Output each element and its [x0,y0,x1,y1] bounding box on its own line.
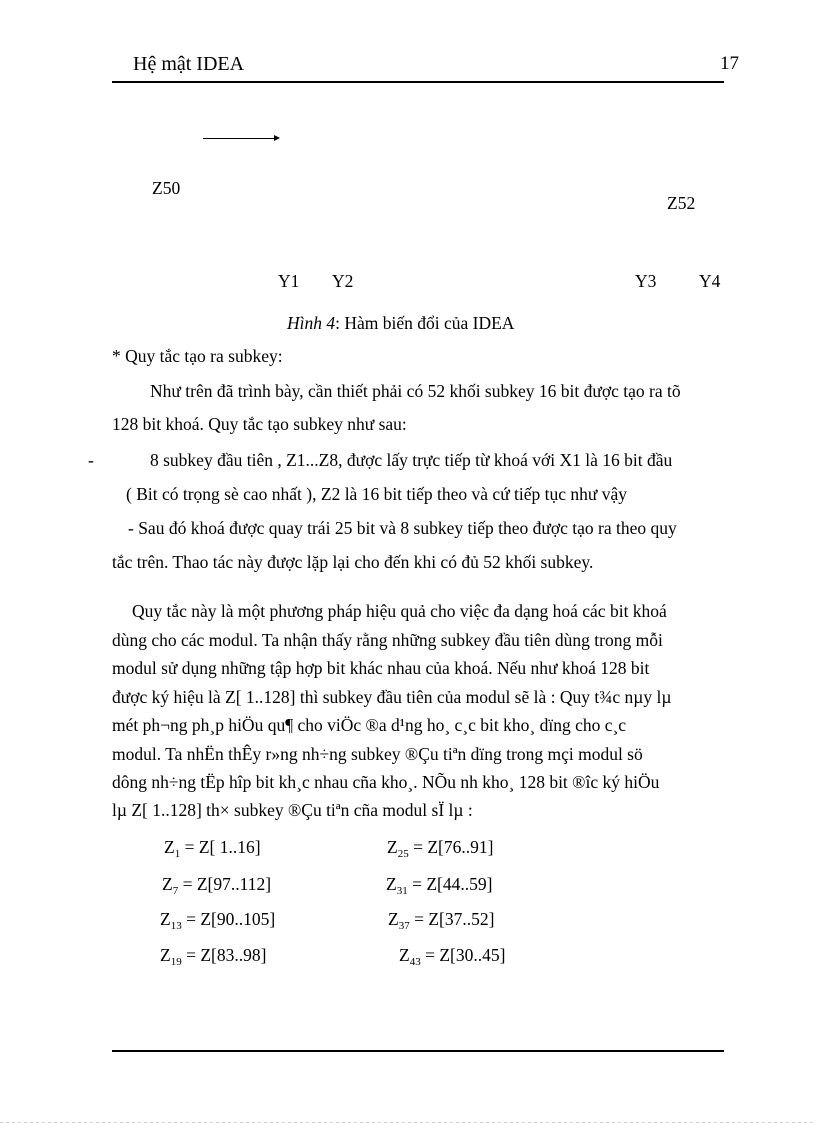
equation [160,945,266,966]
eq-rhs: = Z[44..59] [407,874,493,894]
label-y1: Y1 [278,271,300,291]
equation [164,837,261,858]
para2-line1: Quy tắc này là một phương pháp hiệu quả cho việc đa dạng hoá các bit khoá [132,601,667,621]
header-rule [112,81,724,83]
equation [160,909,275,930]
para1-line2: 128 bit khoá. Quy tắc tạo subkey như sau: [112,414,407,434]
eq-rhs: = Z[83..98] [181,945,267,965]
figure-caption [287,313,514,334]
para2-line8: lµ Z[ 1..128] th× subkey ®Çu tiªn cña modul sÏ lµ : [112,800,473,820]
eq-subscript: 37 [398,920,410,932]
eq-subscript: 19 [170,956,182,968]
eq-rhs: = Z[ 1..16] [180,837,261,857]
label-y4: Y4 [699,271,721,291]
equation [386,874,492,895]
bullet-dash: - [88,450,94,470]
caption-text: : Hàm biến đổi của IDEA [335,313,515,333]
eq-rhs: = Z[30..45] [420,945,506,965]
para2-line2: dùng cho các modul. Ta nhận thấy rằng những subkey đầu tiên dùng trong mỗi [112,630,663,650]
footer-rule [112,1050,724,1052]
eq-rhs: = Z[37..52] [409,909,495,929]
eq-subscript: 13 [170,920,182,932]
arrow-line [203,138,275,139]
label-z50: Z50 [152,178,181,198]
bullet2-line2: tắc trên. Thao tác này được lặp lại cho đến khi có đủ 52 khối subkey. [112,552,594,572]
eq-subscript: 1 [174,848,181,860]
eq-symbol: Z [387,837,398,857]
eq-subscript: 7 [172,885,179,897]
equation [387,837,493,858]
eq-symbol: Z [388,909,399,929]
eq-subscript: 43 [409,956,421,968]
eq-rhs: = Z[90..105] [181,909,276,929]
para2-line6: modul. Ta nhËn thÊy r»ng nh÷ng subkey ®Çu tiªn dïng trong mçi modul sö [112,744,643,764]
eq-symbol: Z [160,945,171,965]
eq-subscript: 31 [396,885,408,897]
para2-line7: dông nh÷ng tËp hîp bit kh¸c nhau cña kho¸. NÕu nh kho¸ 128 bit ®îc ký hiÖu [112,772,660,792]
equation [388,909,494,930]
eq-symbol: Z [386,874,397,894]
label-y2: Y2 [332,271,354,291]
bullet2-line1: - Sau đó khoá được quay trái 25 bit và 8 subkey tiếp theo được tạo ra theo quy [128,518,677,538]
section-heading: * Quy tắc tạo ra subkey: [112,346,283,366]
para1-line1: Như trên đã trình bày, cần thiết phải có 52 khối subkey 16 bit được tạo ra tõ [150,381,681,401]
bullet1-line2: ( Bit có trọng sè cao nhất ), Z2 là 16 bit tiếp theo và cứ tiếp tục như vậy [126,484,628,504]
eq-rhs: = Z[97..112] [178,874,272,894]
equation [399,945,505,966]
eq-symbol: Z [399,945,410,965]
eq-subscript: 25 [397,848,409,860]
para2-line4: được ký hiệu là Z[ 1..128] thì subkey đầu tiên của modul sẽ là : Quy t¾c nµy lµ [112,687,672,707]
eq-rhs: = Z[76..91] [408,837,494,857]
equation [162,874,271,895]
label-z52: Z52 [667,193,696,213]
page-number: 17 [720,53,739,74]
eq-symbol: Z [164,837,175,857]
header-title: Hệ mật IDEA [133,53,245,75]
caption-prefix: Hình 4 [287,313,336,333]
eq-symbol: Z [162,874,173,894]
arrow-head-icon [274,135,280,141]
eq-symbol: Z [160,909,171,929]
para2-line5: mét ph¬ng ph¸p hiÖu qu¶ cho viÖc ®a d¹ng ho¸ c¸c bit kho¸ dïng cho c¸c [112,715,627,735]
label-y3: Y3 [635,271,657,291]
para2-line3: modul sử dụng những tập hợp bit khác nhau của khoá. Nếu như khoá 128 bit [112,658,650,678]
bullet1-line1: 8 subkey đầu tiên , Z1...Z8, được lấy trực tiếp từ khoá với X1 là 16 bit đầu [150,450,673,470]
